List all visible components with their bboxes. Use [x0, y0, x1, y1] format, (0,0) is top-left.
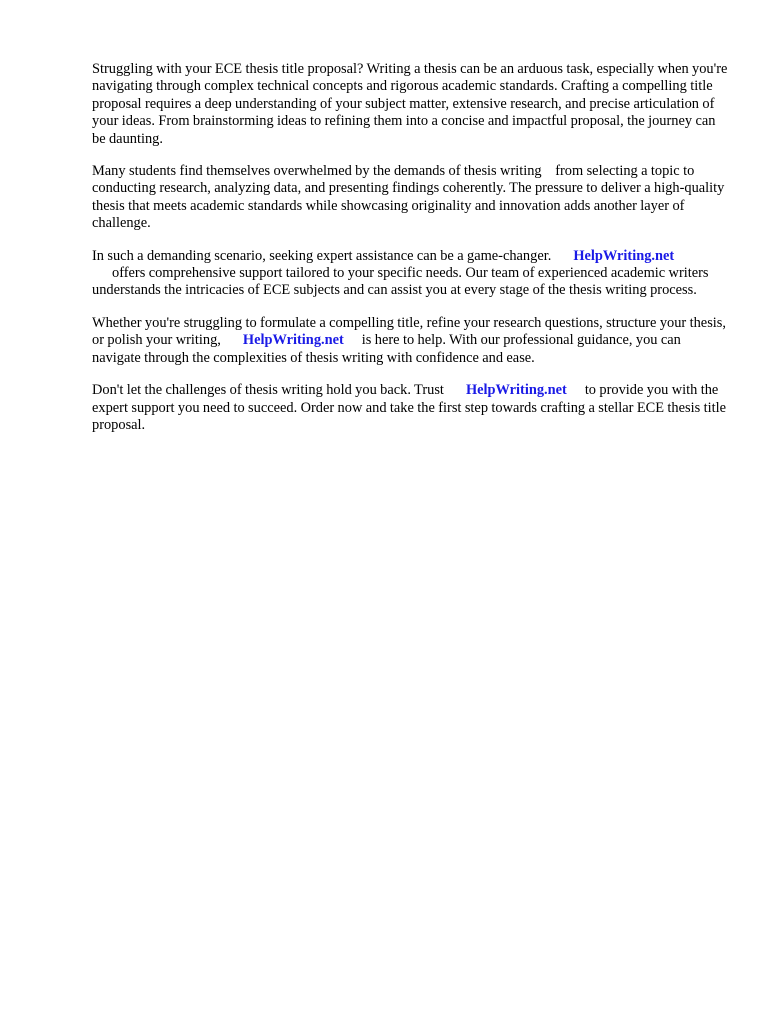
paragraph-intro — [92, 61, 732, 148]
helpwriting-link-1[interactable]: HelpWriting.net — [573, 247, 675, 264]
paragraph-intro-text: Struggling with your ECE thesis title proposal? Writing a thesis can be an arduous task, especially when you're navigating through complex technical concepts and rigorous academic standards. Crafting a compelling title proposal requires a deep understanding of your subject matter, extensive research, and precise articulation of your ideas. From brainstorming ideas to refining them into a concise and impactful proposal, the journey can be daunting. — [92, 61, 728, 147]
paragraph-closing-text-after: to provide you with the expert support you need to succeed. Order now and take the first step towards crafting a stellar ECE thesis title proposal. — [92, 382, 726, 433]
document-body — [92, 61, 732, 449]
paragraph-closing — [92, 382, 732, 434]
helpwriting-link-2[interactable]: HelpWriting.net — [242, 332, 344, 349]
paragraph-closing-text-before: Don't let the challenges of thesis writing hold you back. Trust — [92, 382, 444, 399]
paragraph-assistance-text-before: In such a demanding scenario, seeking expert assistance can be a game-changer. — [92, 247, 552, 264]
helpwriting-link-3[interactable]: HelpWriting.net — [465, 382, 567, 399]
paragraph-challenges — [92, 163, 732, 233]
paragraph-help-text-after: is here to help. With our professional guidance, you can navigate through the complexities of thesis writing with confidence and ease. — [92, 332, 681, 366]
paragraph-assistance-text-after: offers comprehensive support tailored to your specific needs. Our team of experienced academic writers understands the intricacies of ECE subjects and can assist you at every stage of the thesis writing process. — [92, 265, 709, 299]
paragraph-help — [92, 315, 732, 367]
paragraph-help-text-before: Whether you're struggling to formulate a compelling title, refine your research questions, structure your thesis, or polish your writing, — [92, 314, 726, 349]
paragraph-challenges-text: Many students find themselves overwhelmed by the demands of thesis writing from selecting a topic to conducting research, analyzing data, and presenting findings coherently. The pressure to deliver a high-quality thesis that meets academic standards while showcasing originality and innovation adds another layer of challenge. — [92, 163, 725, 232]
paragraph-assistance — [92, 248, 732, 300]
